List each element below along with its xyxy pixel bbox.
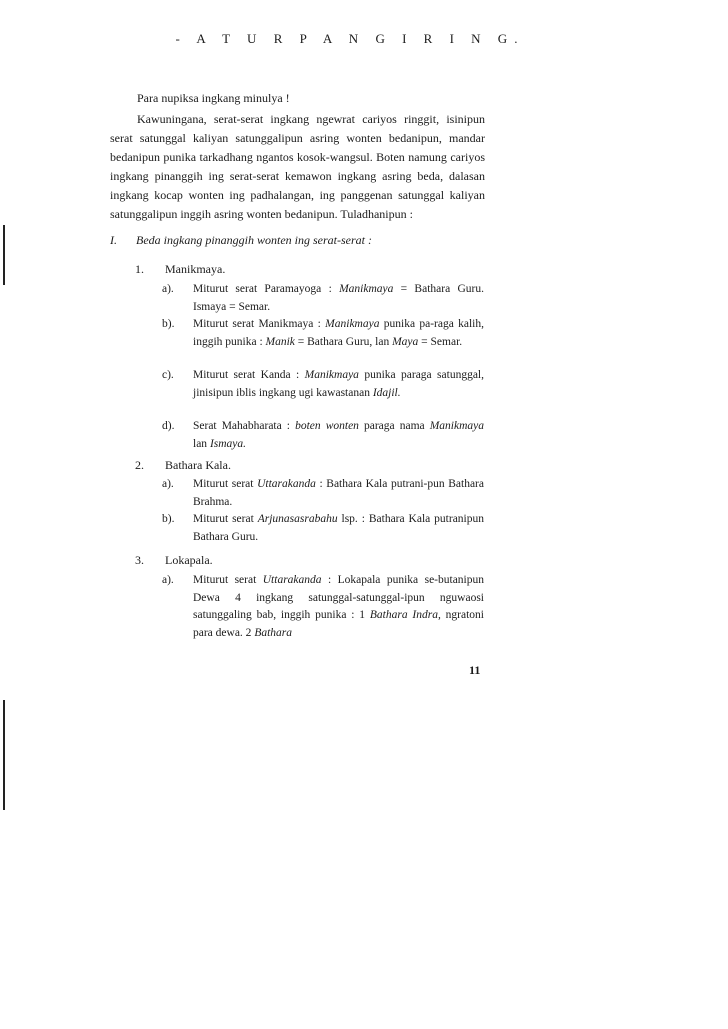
- item-number: 1.: [135, 262, 144, 276]
- sub-item-label: b).: [162, 318, 175, 330]
- item-heading: [135, 262, 225, 277]
- section-number: I.: [110, 233, 117, 247]
- sub-item: [162, 511, 484, 546]
- intro-paragraph: Kawuningana, serat-serat ingkang ngewrat cariyos ringgit, isinipun serat satunggal kaliyan satunggalipun asring wonten bedanipun, mandar bedanipun punika tarkadhang ngantos kosok-wangsul. Boten namung cariyos ingkang pinanggih ing serat-serat kemawon ingkang asring beda, dalasan ingkang kocap wonten ing padhalangan, ing panggenan satunggal kaliyan satunggalipun inggih asring wonten bedanipun. Tuladhanipun :: [110, 112, 485, 221]
- item-heading: [135, 458, 231, 473]
- sub-item: [162, 367, 484, 402]
- scan-artifact-edge: [3, 700, 5, 810]
- item-title: Lokapala.: [165, 553, 213, 567]
- page-title: - A T U R P A N G I R I N G.: [175, 31, 525, 46]
- scan-artifact-edge: [3, 225, 5, 285]
- item-title: Bathara Kala.: [165, 458, 231, 472]
- sub-item-text: Miturut serat Manikmaya : Manikmaya punika pa-raga kalih, inggih punika : Manik = Bathara Guru, lan Maya = Semar.: [193, 318, 484, 348]
- item-number: 2.: [135, 458, 144, 472]
- page-number: 11: [469, 663, 481, 677]
- sub-item-text: Miturut serat Arjunasasrabahu lsp. : Bathara Kala putranipun Bathara Guru.: [193, 513, 484, 543]
- section-heading: [110, 233, 372, 248]
- sub-item-text: Miturut serat Uttarakanda : Lokapala punika se-butanipun Dewa 4 ingkang satunggal-satunggal-ipun nguwaosi satunggaling bab, inggih punika : 1 Bathara Indra, ngratoni para dewa. 2 Bathara: [193, 574, 484, 639]
- sub-item: [162, 316, 484, 351]
- sub-item-label: a).: [162, 574, 174, 586]
- sub-item-label: b).: [162, 513, 175, 525]
- sub-item: [162, 572, 484, 642]
- sub-item-label: d).: [162, 420, 175, 432]
- sub-item: [162, 281, 484, 316]
- sub-item-label: a).: [162, 478, 174, 490]
- sub-item: [162, 476, 484, 511]
- sub-item-text: Miturut serat Paramayoga : Manikmaya = Bathara Guru. Ismaya = Semar.: [193, 283, 484, 313]
- item-number: 3.: [135, 553, 144, 567]
- greeting: Para nupiksa ingkang minulya !: [137, 91, 290, 105]
- sub-item: [162, 418, 484, 453]
- sub-item-text: Serat Mahabharata : boten wonten paraga nama Manikmaya lan Ismaya.: [193, 420, 484, 450]
- sub-item-label: c).: [162, 369, 174, 381]
- section-title: Beda ingkang pinanggih wonten ing serat-serat :: [136, 233, 372, 247]
- sub-item-text: Miturut serat Uttarakanda : Bathara Kala putrani-pun Bathara Brahma.: [193, 478, 484, 508]
- item-title: Manikmaya.: [165, 262, 226, 276]
- item-heading: [135, 553, 213, 568]
- sub-item-label: a).: [162, 283, 174, 295]
- sub-item-text: Miturut serat Kanda : Manikmaya punika paraga satunggal, jinisipun iblis ingkang ugi kawastanan Idajil.: [193, 369, 485, 399]
